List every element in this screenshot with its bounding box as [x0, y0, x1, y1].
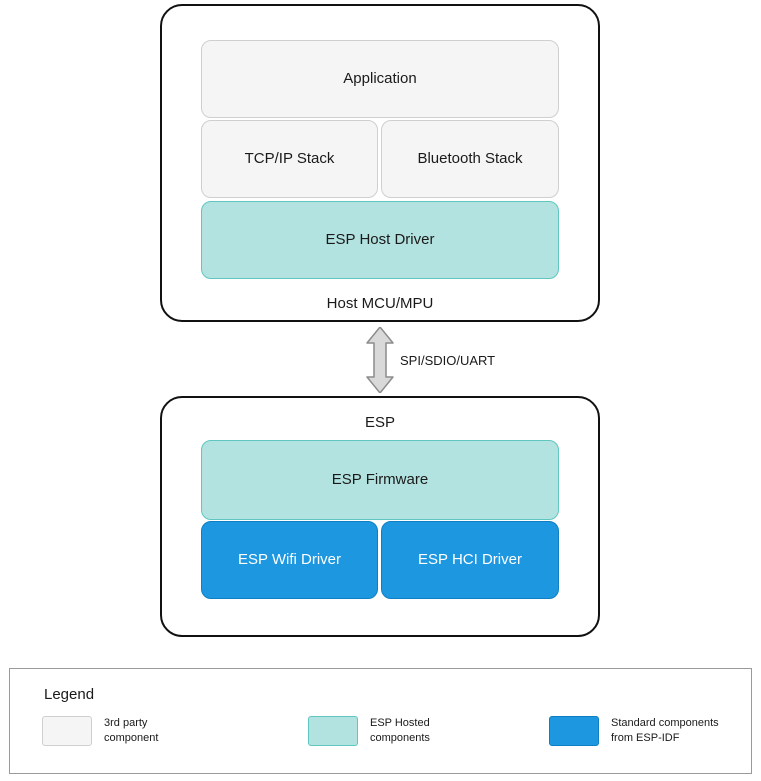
legend-label-line1: 3rd party [104, 717, 148, 730]
legend-label-3rd-party [104, 716, 158, 746]
legend-label-line1: Standard components [611, 717, 719, 730]
block-esp-firmware: ESP Firmware [201, 440, 559, 520]
legend-label-esp-idf [611, 716, 719, 746]
block-esp-host-driver: ESP Host Driver [201, 201, 559, 279]
block-tcpip-stack: TCP/IP Stack [201, 120, 378, 198]
legend-label-line1: ESP Hosted [370, 717, 430, 730]
host-mcu-label: Host MCU/MPU [326, 295, 434, 312]
legend-label-line2: components [370, 732, 430, 744]
legend-label-line2: component [104, 732, 159, 744]
legend-item [308, 716, 430, 746]
block-bluetooth-stack: Bluetooth Stack [381, 120, 559, 198]
legend-label-esp-hosted [370, 716, 430, 746]
legend-title: Legend [44, 686, 95, 703]
legend-swatch-esp-hosted [308, 716, 358, 746]
bus-interface-label: SPI/SDIO/UART [400, 353, 496, 368]
legend-swatch-esp-idf [549, 716, 599, 746]
double-arrow-vertical-icon [363, 327, 397, 393]
legend-label-line2: from ESP-IDF [611, 732, 680, 744]
block-application: Application [201, 40, 559, 118]
esp-label: ESP [364, 414, 395, 431]
block-esp-wifi-driver: ESP Wifi Driver [201, 521, 378, 599]
block-esp-hci-driver: ESP HCI Driver [381, 521, 559, 599]
legend-item [549, 716, 719, 746]
legend-swatch-3rd-party [42, 716, 92, 746]
legend-item [42, 716, 158, 746]
